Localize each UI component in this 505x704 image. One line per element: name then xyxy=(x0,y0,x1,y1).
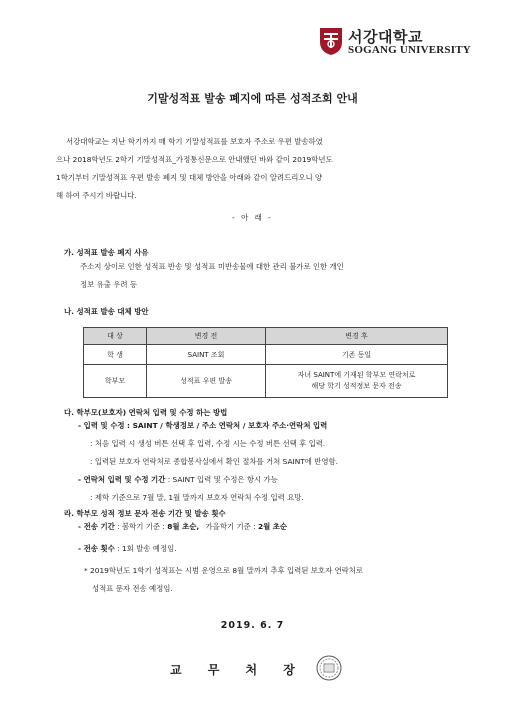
section-ra-body xyxy=(78,518,478,598)
intro-line: 해 하여 주시기 바랍니다. xyxy=(56,191,137,200)
table-header: 대 상 xyxy=(84,328,147,345)
section-ra-count xyxy=(78,540,478,558)
table-cell-after: 기존 동일 xyxy=(266,345,448,365)
notice-below-heading: - 아 래 - xyxy=(232,213,273,222)
section-ra-spring: 8월 초순, xyxy=(167,522,200,531)
intro-paragraph xyxy=(56,133,466,205)
table-cell-line: 해당 학기 성적정보 문자 전송 xyxy=(311,382,402,390)
section-da-note: : 처음 입력 시 생성 버튼 선택 후 입력, 수정 시는 수정 버튼 선택 후 입력. xyxy=(90,439,326,448)
section-da-note: : 입력된 보호자 연락처로 종합봉사실에서 확인 절차를 거쳐 SAINT에 반영함. xyxy=(90,457,338,466)
intro-line: 1학기부터 기말성적표 우편 발송 폐지 및 대체 방안을 아래와 같이 알려드리오니 양 xyxy=(56,173,323,182)
issuing-office: 교 무 처 장 xyxy=(170,663,306,677)
official-seal-icon xyxy=(316,655,342,681)
section-da-body xyxy=(78,417,478,507)
section-ra-period-text: : 봄학기 기준 : xyxy=(117,522,165,531)
section-da-period-value: : SAINT 입력 및 수정은 항시 가능 xyxy=(167,475,278,484)
table-cell-target: 학 생 xyxy=(84,345,147,365)
section-ra-fall: 2월 초순 xyxy=(257,522,288,531)
table-cell-before: 성적표 우편 발송 xyxy=(147,365,266,398)
section-ra-period-text: 가을학기 기준 : xyxy=(205,522,256,531)
section-ga-body xyxy=(80,258,344,294)
section-da-note: : 제학 기준으로 7월 말, 1월 말까지 보호자 연락처 수정 입력 요망. xyxy=(90,493,304,502)
sogang-emblem-icon xyxy=(318,26,344,56)
section-ra-count-value: : 1회 발송 예정임. xyxy=(117,544,177,553)
logo-korean-name: 서강대학교 xyxy=(348,28,423,46)
intro-line: 으나 2018학년도 2학기 기말성적표_가정통신문으로 안내했던 바와 같이 2019학년도 xyxy=(56,155,333,164)
section-ga-heading: 가. 성적표 발송 폐지 사유 xyxy=(64,248,149,257)
document-title: 기말성적표 발송 폐지에 따른 성적조회 안내 xyxy=(147,92,358,105)
table-cell-after xyxy=(266,365,448,398)
document-date: 2019. 6. 7 xyxy=(220,620,285,631)
table-cell-line: 자녀 SAINT에 기재된 학부모 연락처로 xyxy=(297,371,416,379)
section-da-input-method: - 입력 및 수정 : SAINT / 학생정보 / 주소 연락처 / 보호자 주소·연락처 입력 xyxy=(78,421,328,430)
section-ga-line: 정보 유출 우려 등 xyxy=(80,280,138,289)
logo-english-name: SOGANG UNIVERSITY xyxy=(348,44,471,56)
table-header-row xyxy=(84,328,448,345)
replacement-table xyxy=(83,327,448,398)
section-da-heading: 다. 학부모(보호자) 연락처 입력 및 수정 하는 방법 xyxy=(64,408,228,417)
section-ra-note-line: * 2019학년도 1학기 성적표는 시범 운영으로 8월 말까지 추후 입력된 보호자 연락처로 xyxy=(84,566,364,575)
intro-line: 서강대학교는 지난 학기까지 매 학기 기말성적표를 보호자 주소로 우편 발송하였 xyxy=(66,137,323,146)
table-row xyxy=(84,345,448,365)
section-ra-note-line: 성적표 문자 전송 예정임. xyxy=(92,584,173,593)
table-cell-before: SAINT 조회 xyxy=(147,345,266,365)
section-na-heading: 나. 성적표 발송 대체 방안 xyxy=(64,307,149,316)
table-header: 변경 후 xyxy=(266,328,448,345)
section-ra-note xyxy=(78,562,478,598)
table-row xyxy=(84,365,448,398)
section-ra-period xyxy=(78,518,478,536)
section-da-period-label: - 연락처 입력 및 수정 기간 xyxy=(78,475,166,484)
section-ra-heading: 라. 학부모 성적 정보 문자 전송 기간 및 발송 횟수 xyxy=(64,509,226,518)
table-cell-target: 학부모 xyxy=(84,365,147,398)
section-da-period xyxy=(78,471,478,489)
section-ra-period-label: - 전송 기간 xyxy=(78,522,115,531)
table-header: 변경 전 xyxy=(147,328,266,345)
section-ra-count-label: - 전송 횟수 xyxy=(78,544,115,553)
section-ga-line: 주소지 상이로 인한 성적표 반송 및 성적표 미반송물에 대한 관리 불가로 인한 개인 xyxy=(80,262,344,271)
